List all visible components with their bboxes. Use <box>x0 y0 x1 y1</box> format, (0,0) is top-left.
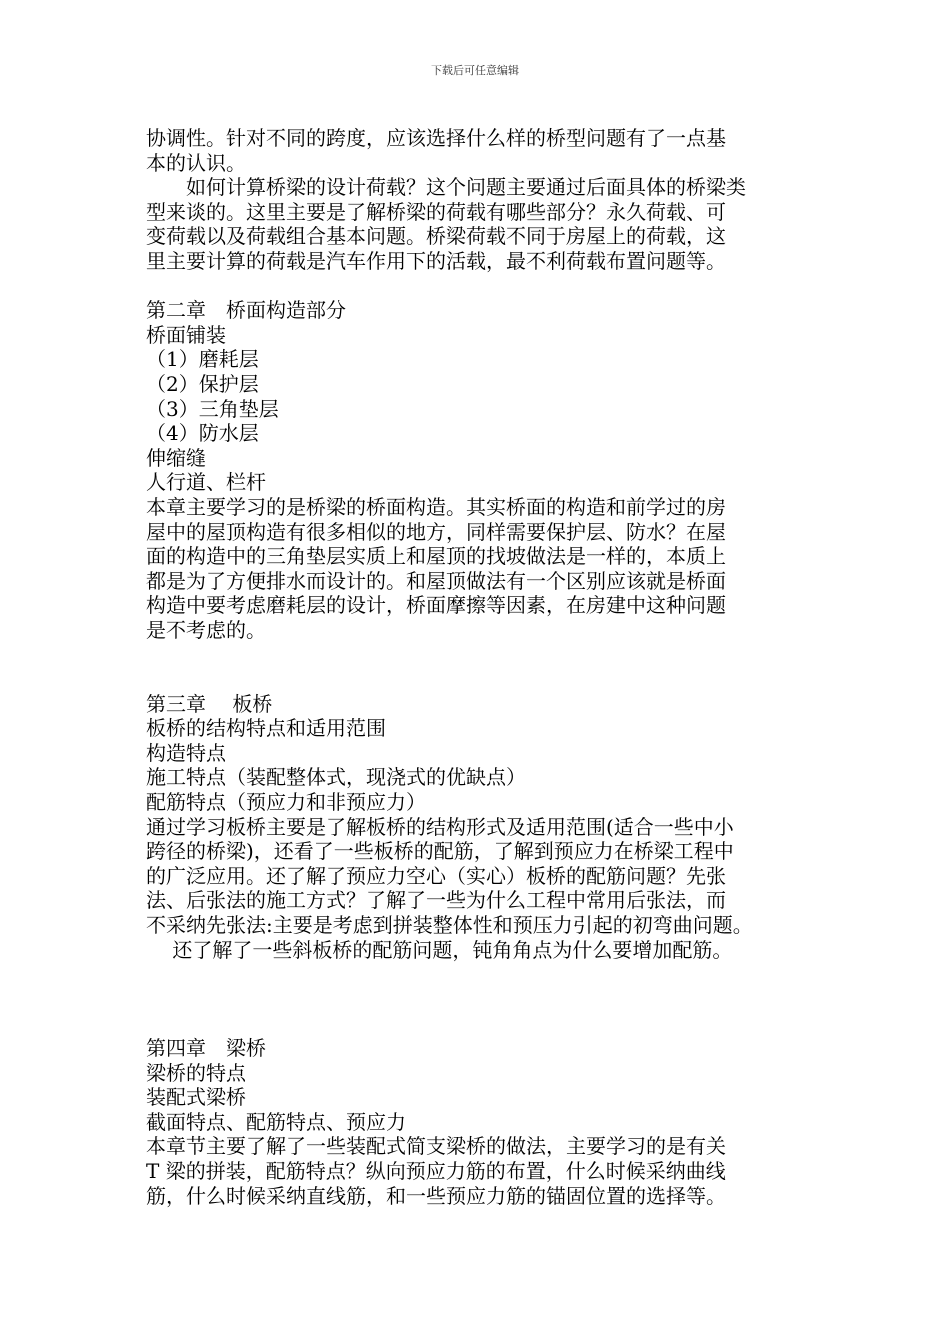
chapter-3-item: 构造特点 <box>146 740 226 765</box>
intro-line: 协调性。针对不同的跨度，应该选择什么样的桥型问题有了一点基 <box>146 126 726 150</box>
chapter-4-summary-line: 筋，什么时候采纳直线筋，和一些预应力筋的锚固位置的选择等。 <box>146 1183 726 1208</box>
chapter-2-summary-line: 本章主要学习的是桥梁的桥面构造。其实桥面的构造和前学过的房 <box>146 494 726 519</box>
intro-section <box>146 126 816 274</box>
document-body <box>146 126 816 1208</box>
chapter-3-item: 配筋特点（预应力和非预应力） <box>146 790 426 815</box>
chapter-4-summary-line: T 梁的拼装，配筋特点？纵向预应力筋的布置，什么时候采纳曲线 <box>146 1158 726 1183</box>
intro-line: 如何计算桥梁的设计荷载？这个问题主要通过后面具体的桥梁类 <box>146 175 746 200</box>
chapter-3-summary-line: 法、后张法的施工方式？了解了一些为什么工程中常用后张法，而 <box>146 888 726 913</box>
chapter-2-summary-line: 面的构造中的三角垫层实质上和屋顶的找坡做法是一样的，本质上 <box>146 544 726 569</box>
chapter-3-title: 第三章 板桥 <box>146 691 273 716</box>
chapter-4-item: 梁桥的特点 <box>146 1060 246 1085</box>
spacer <box>146 274 816 299</box>
chapter-2-summary-line: 是不考虑的。 <box>146 617 266 642</box>
chapter-3-summary-line: 还了解了一些斜板桥的配筋问题，钝角角点为什么要增加配筋。 <box>146 937 733 962</box>
chapter-3-summary-line: 的广泛应用。还了解了预应力空心（实心）板桥的配筋问题？先张 <box>146 863 726 888</box>
chapter-2-item: 人行道、栏杆 <box>146 470 266 495</box>
spacer <box>146 962 816 1036</box>
chapter-2-title: 第二章 桥面构造部分 <box>146 298 346 323</box>
chapter-3-section <box>146 692 816 963</box>
intro-line: 变荷载以及荷载组合基本问题。桥梁荷载不同于房屋上的荷载，这 <box>146 224 726 249</box>
chapter-4-summary-line: 本章节主要了解了一些装配式简支梁桥的做法，主要学习的是有关 <box>146 1134 726 1159</box>
chapter-2-item: 伸缩缝 <box>146 445 206 470</box>
chapter-2-item: （4）防水层 <box>146 421 259 446</box>
chapter-2-item: （2）保护层 <box>146 371 259 396</box>
chapter-2-summary-line: 都是为了方便排水而设计的。和屋顶做法有一个区别应该就是桥面 <box>146 568 726 593</box>
chapter-3-summary-line: 不采纳先张法:主要是考虑到拼装整体性和预压力引起的初弯曲问题。 <box>146 913 753 937</box>
chapter-3-summary-line: 跨径的桥梁)，还看了一些板桥的配筋，了解到预应力在桥梁工程中 <box>146 839 734 864</box>
chapter-3-item: 板桥的结构特点和适用范围 <box>146 716 386 741</box>
chapter-2-item: （1）磨耗层 <box>146 347 259 372</box>
chapter-4-item: 截面特点、配筋特点、预应力 <box>146 1109 406 1134</box>
chapter-2-section <box>146 298 816 642</box>
chapter-4-item: 装配式梁桥 <box>146 1085 246 1110</box>
chapter-2-item: 桥面铺装 <box>146 322 226 347</box>
chapter-2-item: （3）三角垫层 <box>146 396 279 421</box>
chapter-2-summary-line: 构造中要考虑磨耗层的设计，桥面摩擦等因素，在房建中这种问题 <box>146 593 726 618</box>
intro-line: 本的认识。 <box>146 150 246 175</box>
chapter-3-summary-line: 通过学习板桥主要是了解板桥的结构形式及适用范围(适合一些中小 <box>146 814 734 839</box>
chapter-2-summary-line: 屋中的屋顶构造有很多相似的地方，同样需要保护层、防水？在屋 <box>146 519 726 544</box>
intro-line: 里主要计算的荷载是汽车作用下的活载，最不利荷载布置问题等。 <box>146 248 726 273</box>
page-header-note: 下载后可任意编辑 <box>431 64 519 77</box>
chapter-4-title: 第四章 梁桥 <box>146 1035 266 1060</box>
chapter-4-section <box>146 1036 816 1208</box>
chapter-3-item: 施工特点（装配整体式，现浇式的优缺点） <box>146 765 526 790</box>
spacer <box>146 642 816 691</box>
intro-line: 型来谈的。这里主要是了解桥梁的荷载有哪些部分？永久荷载、可 <box>146 199 726 224</box>
